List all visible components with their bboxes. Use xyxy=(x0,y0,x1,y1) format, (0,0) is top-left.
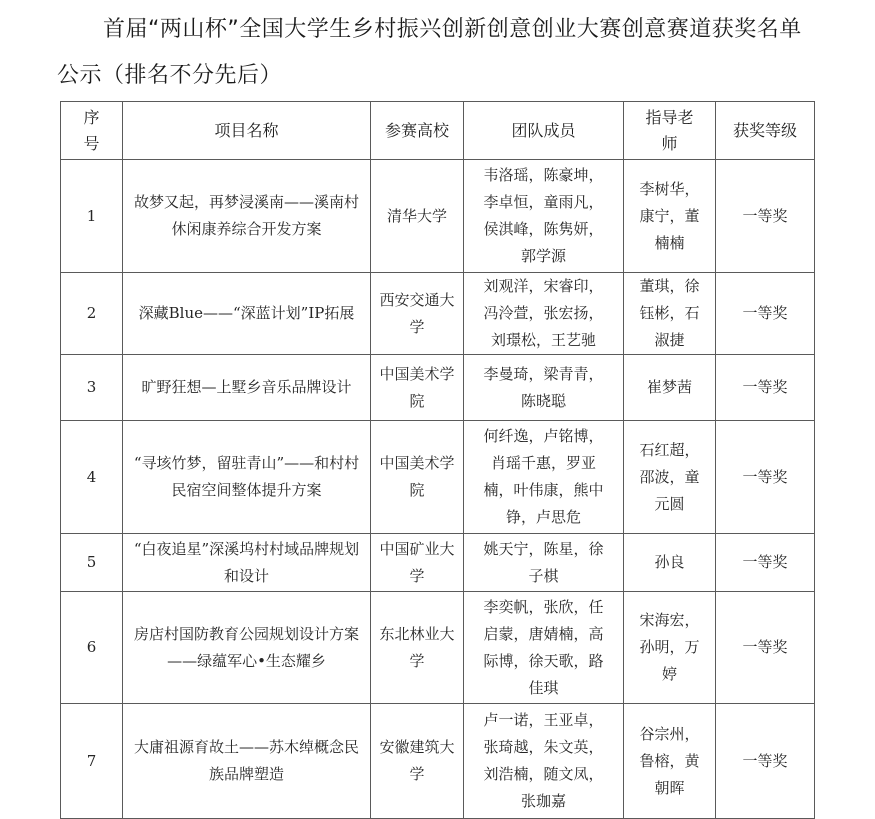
teachers: 孙良 xyxy=(654,553,685,571)
cell-teacher xyxy=(624,704,716,819)
cell-school xyxy=(371,704,464,819)
table-row xyxy=(61,160,815,273)
cell-teacher xyxy=(624,160,716,273)
cell-project xyxy=(123,704,371,819)
document-title-line2: 公示（排名不分先后） xyxy=(57,63,283,88)
cell-team xyxy=(464,421,624,534)
project-name: 房店村国防教育公园规划设计方案——绿蕴军心•生态耀乡 xyxy=(133,624,359,670)
header-school: 参赛高校 xyxy=(371,102,464,160)
cell-seq: 6 xyxy=(61,592,123,704)
teachers: 谷宗州，鲁榕，黄朝晖 xyxy=(639,724,700,797)
table-row xyxy=(61,592,815,704)
project-name: 大庸祖源育故土——苏木绰概念民族品牌塑造 xyxy=(133,738,359,783)
header-project: 项目名称 xyxy=(123,102,371,160)
cell-award: 一等奖 xyxy=(716,592,815,704)
header-team: 团队成员 xyxy=(464,102,624,160)
cell-project xyxy=(123,160,371,273)
team-members: 韦洛瑶，陈豪坤，李卓恒，童雨凡，侯淇峰，陈隽妍，郭学源 xyxy=(483,166,604,265)
cell-project xyxy=(123,534,371,592)
team-members: 姚天宁，陈星，徐子棋 xyxy=(483,539,604,585)
cell-project xyxy=(123,421,371,534)
school-name: 中国美术学院 xyxy=(379,454,455,499)
cell-teacher xyxy=(624,355,716,421)
teachers: 崔梦茜 xyxy=(646,378,692,396)
team-members: 何纤逸，卢铭博，肖瑶千惠，罗亚楠，叶伟康，熊中铮，卢思危 xyxy=(483,427,604,526)
header-teacher xyxy=(624,102,716,160)
project-name: “寻垓竹梦，留驻青山”——和村村民宿空间整体提升方案 xyxy=(133,454,360,499)
teachers: 宋海宏，孙明，万婷 xyxy=(639,611,700,683)
cell-school xyxy=(371,273,464,355)
cell-award: 一等奖 xyxy=(716,273,815,355)
school-name: 清华大学 xyxy=(386,206,447,225)
header-award: 获奖等级 xyxy=(716,102,815,160)
school-name: 安徽建筑大学 xyxy=(379,738,455,783)
project-name: 旷野狂想—上墅乡音乐品牌设计 xyxy=(141,378,352,396)
table-row xyxy=(61,704,815,819)
cell-seq: 2 xyxy=(61,273,123,355)
cell-school xyxy=(371,355,464,421)
cell-award: 一等奖 xyxy=(716,534,815,592)
cell-team xyxy=(464,534,624,592)
cell-team xyxy=(464,273,624,355)
teachers: 董琪，徐钰彬，石淑捷 xyxy=(639,277,700,349)
team-members: 刘观洋，宋睿印，冯泠萱，张宏扬，刘璟松，王艺驰 xyxy=(483,277,604,349)
school-name: 东北林业大学 xyxy=(379,624,455,670)
cell-award: 一等奖 xyxy=(716,421,815,534)
cell-school xyxy=(371,160,464,273)
cell-school xyxy=(371,421,464,534)
cell-seq: 7 xyxy=(61,704,123,819)
header-seq-label: 序号 xyxy=(83,107,100,153)
document-title-line1: 首届“两山杯”全国大学生乡村振兴创新创意创业大赛创意赛道获奖名单 xyxy=(103,17,802,42)
header-teacher-label: 指导老师 xyxy=(645,107,694,153)
cell-project xyxy=(123,273,371,355)
cell-award: 一等奖 xyxy=(716,704,815,819)
cell-team xyxy=(464,160,624,273)
cell-school xyxy=(371,534,464,592)
cell-seq: 4 xyxy=(61,421,123,534)
cell-teacher xyxy=(624,421,716,534)
school-name: 中国美术学院 xyxy=(379,364,455,410)
cell-school xyxy=(371,592,464,704)
cell-team xyxy=(464,592,624,704)
table-header-row xyxy=(61,102,815,160)
cell-teacher xyxy=(624,592,716,704)
cell-seq: 5 xyxy=(61,534,123,592)
school-name: 西安交通大学 xyxy=(379,290,455,336)
cell-award: 一等奖 xyxy=(716,355,815,421)
team-members: 卢一诺，王亚卓，张琦越，朱文英，刘浩楠，随文凤，张珈嘉 xyxy=(483,711,604,810)
table-row xyxy=(61,273,815,355)
project-name: 深藏Blue——“深蓝计划”IP拓展 xyxy=(138,304,355,322)
cell-award: 一等奖 xyxy=(716,160,815,273)
cell-project xyxy=(123,355,371,421)
teachers: 石红超，邵波，童元圆 xyxy=(639,440,700,513)
project-name: 故梦又起，再梦浸溪南——溪南村休闲康养综合开发方案 xyxy=(133,193,359,238)
cell-teacher xyxy=(624,534,716,592)
project-name: “白夜追星”深溪坞村村域品牌规划和设计 xyxy=(133,539,360,585)
table-row xyxy=(61,421,815,534)
cell-seq: 3 xyxy=(61,355,123,421)
cell-team xyxy=(464,704,624,819)
team-members: 李曼琦，梁青青，陈晓聪 xyxy=(483,364,604,410)
teachers: 李树华，康宁，董楠楠 xyxy=(639,179,700,252)
cell-seq: 1 xyxy=(61,160,123,273)
award-table xyxy=(60,101,815,819)
team-members: 李奕帆，张欣，任启蒙，唐婧楠，高际博，徐天歌，路佳琪 xyxy=(483,597,604,697)
cell-team xyxy=(464,355,624,421)
table-row xyxy=(61,534,815,592)
header-seq xyxy=(61,102,123,160)
cell-project xyxy=(123,592,371,704)
school-name: 中国矿业大学 xyxy=(379,539,455,585)
table-row xyxy=(61,355,815,421)
cell-teacher xyxy=(624,273,716,355)
